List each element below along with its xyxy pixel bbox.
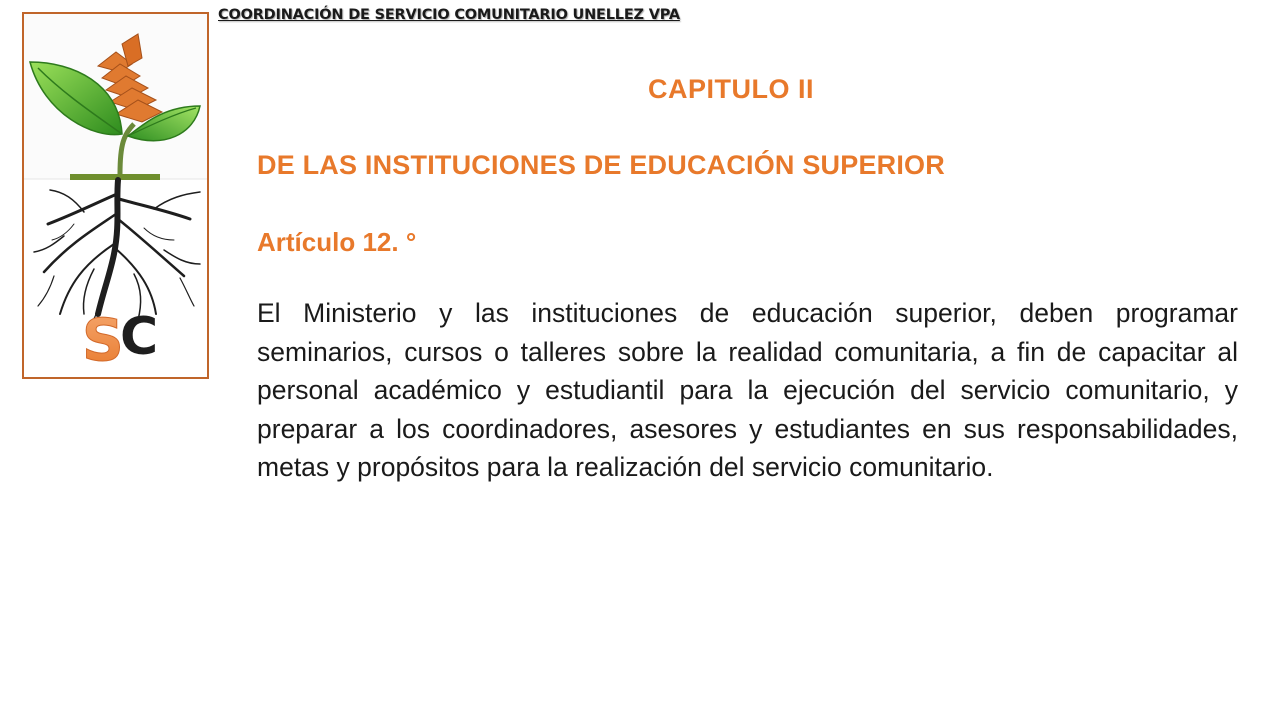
section-heading: DE LAS INSTITUCIONES DE EDUCACIÓN SUPERIOR	[257, 150, 945, 180]
article-body: El Ministerio y las instituciones de educación superior, deben programar seminarios, cursos o talleres sobre la realidad comunitaria, a fin de capacitar al personal académico y estudiantil para la ejecución del servicio comunitario, y preparar a los coordinadores, asesores y estudiantes en sus responsabilidades, metas y propósitos para la realización del servicio comunitario.	[257, 298, 1238, 482]
article-heading: Artículo 12. °	[257, 227, 417, 257]
logo	[22, 12, 209, 379]
roots-icon	[34, 180, 200, 326]
header-title: COORDINACIÓN DE SERVICIO COMUNITARIO UNELLEZ VPA	[218, 7, 680, 23]
chapter-heading: CAPITULO II	[648, 74, 814, 104]
logo-letter-s: S	[82, 306, 124, 374]
logo-letter-c: C	[120, 307, 159, 367]
